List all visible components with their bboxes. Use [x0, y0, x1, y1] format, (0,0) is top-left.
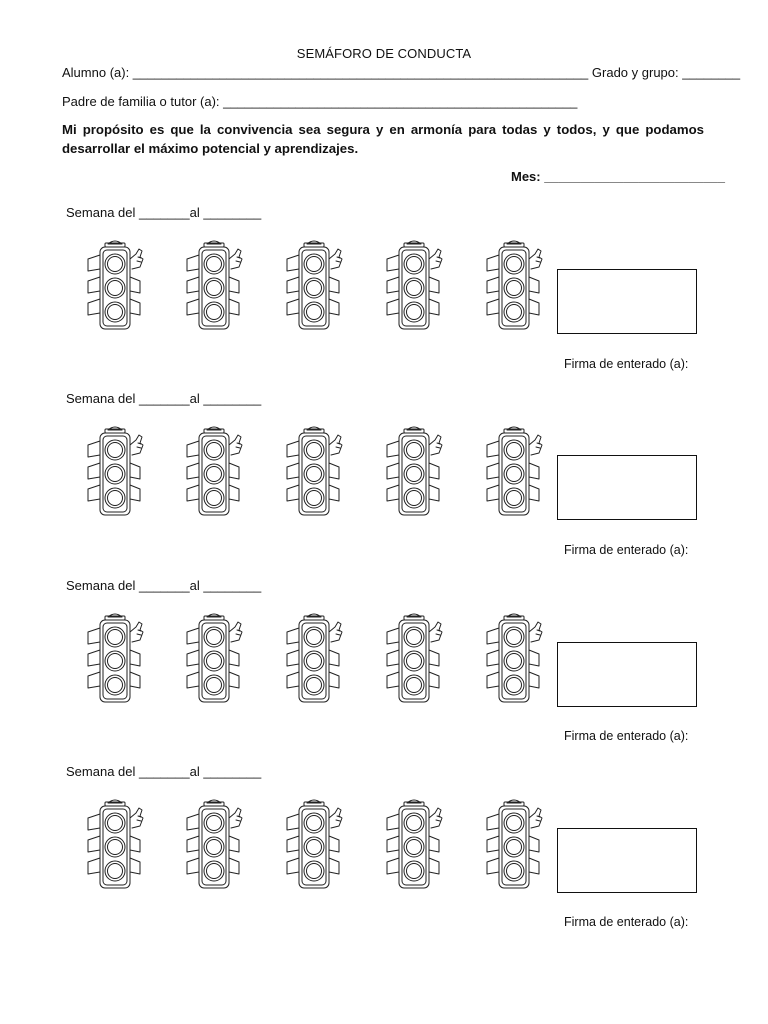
traffic-light-icon[interactable]: [279, 796, 349, 890]
week-label[interactable]: Semana del _______al ________: [66, 764, 262, 779]
traffic-light-icon[interactable]: [80, 610, 150, 704]
traffic-light-icon[interactable]: [179, 796, 249, 890]
padre-field-line[interactable]: Padre de familia o tutor (a): _________________________________________________: [62, 94, 578, 109]
traffic-light-icon[interactable]: [279, 423, 349, 517]
traffic-light-icon[interactable]: [80, 237, 150, 331]
traffic-light-icon[interactable]: [379, 796, 449, 890]
traffic-light-icon[interactable]: [80, 423, 150, 517]
traffic-light-icon[interactable]: [80, 796, 150, 890]
signature-box[interactable]: [557, 269, 697, 334]
mes-label: Mes: _________________________: [511, 169, 725, 184]
traffic-light-icon[interactable]: [279, 237, 349, 331]
traffic-light-icon[interactable]: [479, 796, 549, 890]
firma-label: Firma de enterado (a):: [564, 357, 689, 371]
traffic-light-icon[interactable]: [379, 423, 449, 517]
firma-label: Firma de enterado (a):: [564, 543, 689, 557]
week-label[interactable]: Semana del _______al ________: [66, 391, 262, 406]
traffic-light-icon[interactable]: [379, 610, 449, 704]
signature-box[interactable]: [557, 828, 697, 893]
traffic-light-icon[interactable]: [279, 610, 349, 704]
alumno-field-line[interactable]: Alumno (a): _______________________________________________________________ Grado y grupo: ________: [62, 65, 741, 80]
signature-box[interactable]: [557, 455, 697, 520]
traffic-light-icon[interactable]: [479, 610, 549, 704]
week-label[interactable]: Semana del _______al ________: [66, 205, 262, 220]
traffic-light-icon[interactable]: [479, 423, 549, 517]
traffic-light-icon[interactable]: [179, 423, 249, 517]
week-label[interactable]: Semana del _______al ________: [66, 578, 262, 593]
traffic-light-icon[interactable]: [479, 237, 549, 331]
signature-box[interactable]: [557, 642, 697, 707]
traffic-light-icon[interactable]: [179, 610, 249, 704]
purpose-statement: Mi propósito es que la convivencia sea segura y en armonía para todas y todos, y que podamos desarrollar el máximo potencial y aprendizajes.: [62, 122, 704, 156]
firma-label: Firma de enterado (a):: [564, 729, 689, 743]
mes-field-line[interactable]: [511, 169, 725, 184]
traffic-light-icon[interactable]: [179, 237, 249, 331]
firma-label: Firma de enterado (a):: [564, 915, 689, 929]
traffic-light-icon[interactable]: [379, 237, 449, 331]
page-title: SEMÁFORO DE CONDUCTA: [296, 46, 472, 61]
